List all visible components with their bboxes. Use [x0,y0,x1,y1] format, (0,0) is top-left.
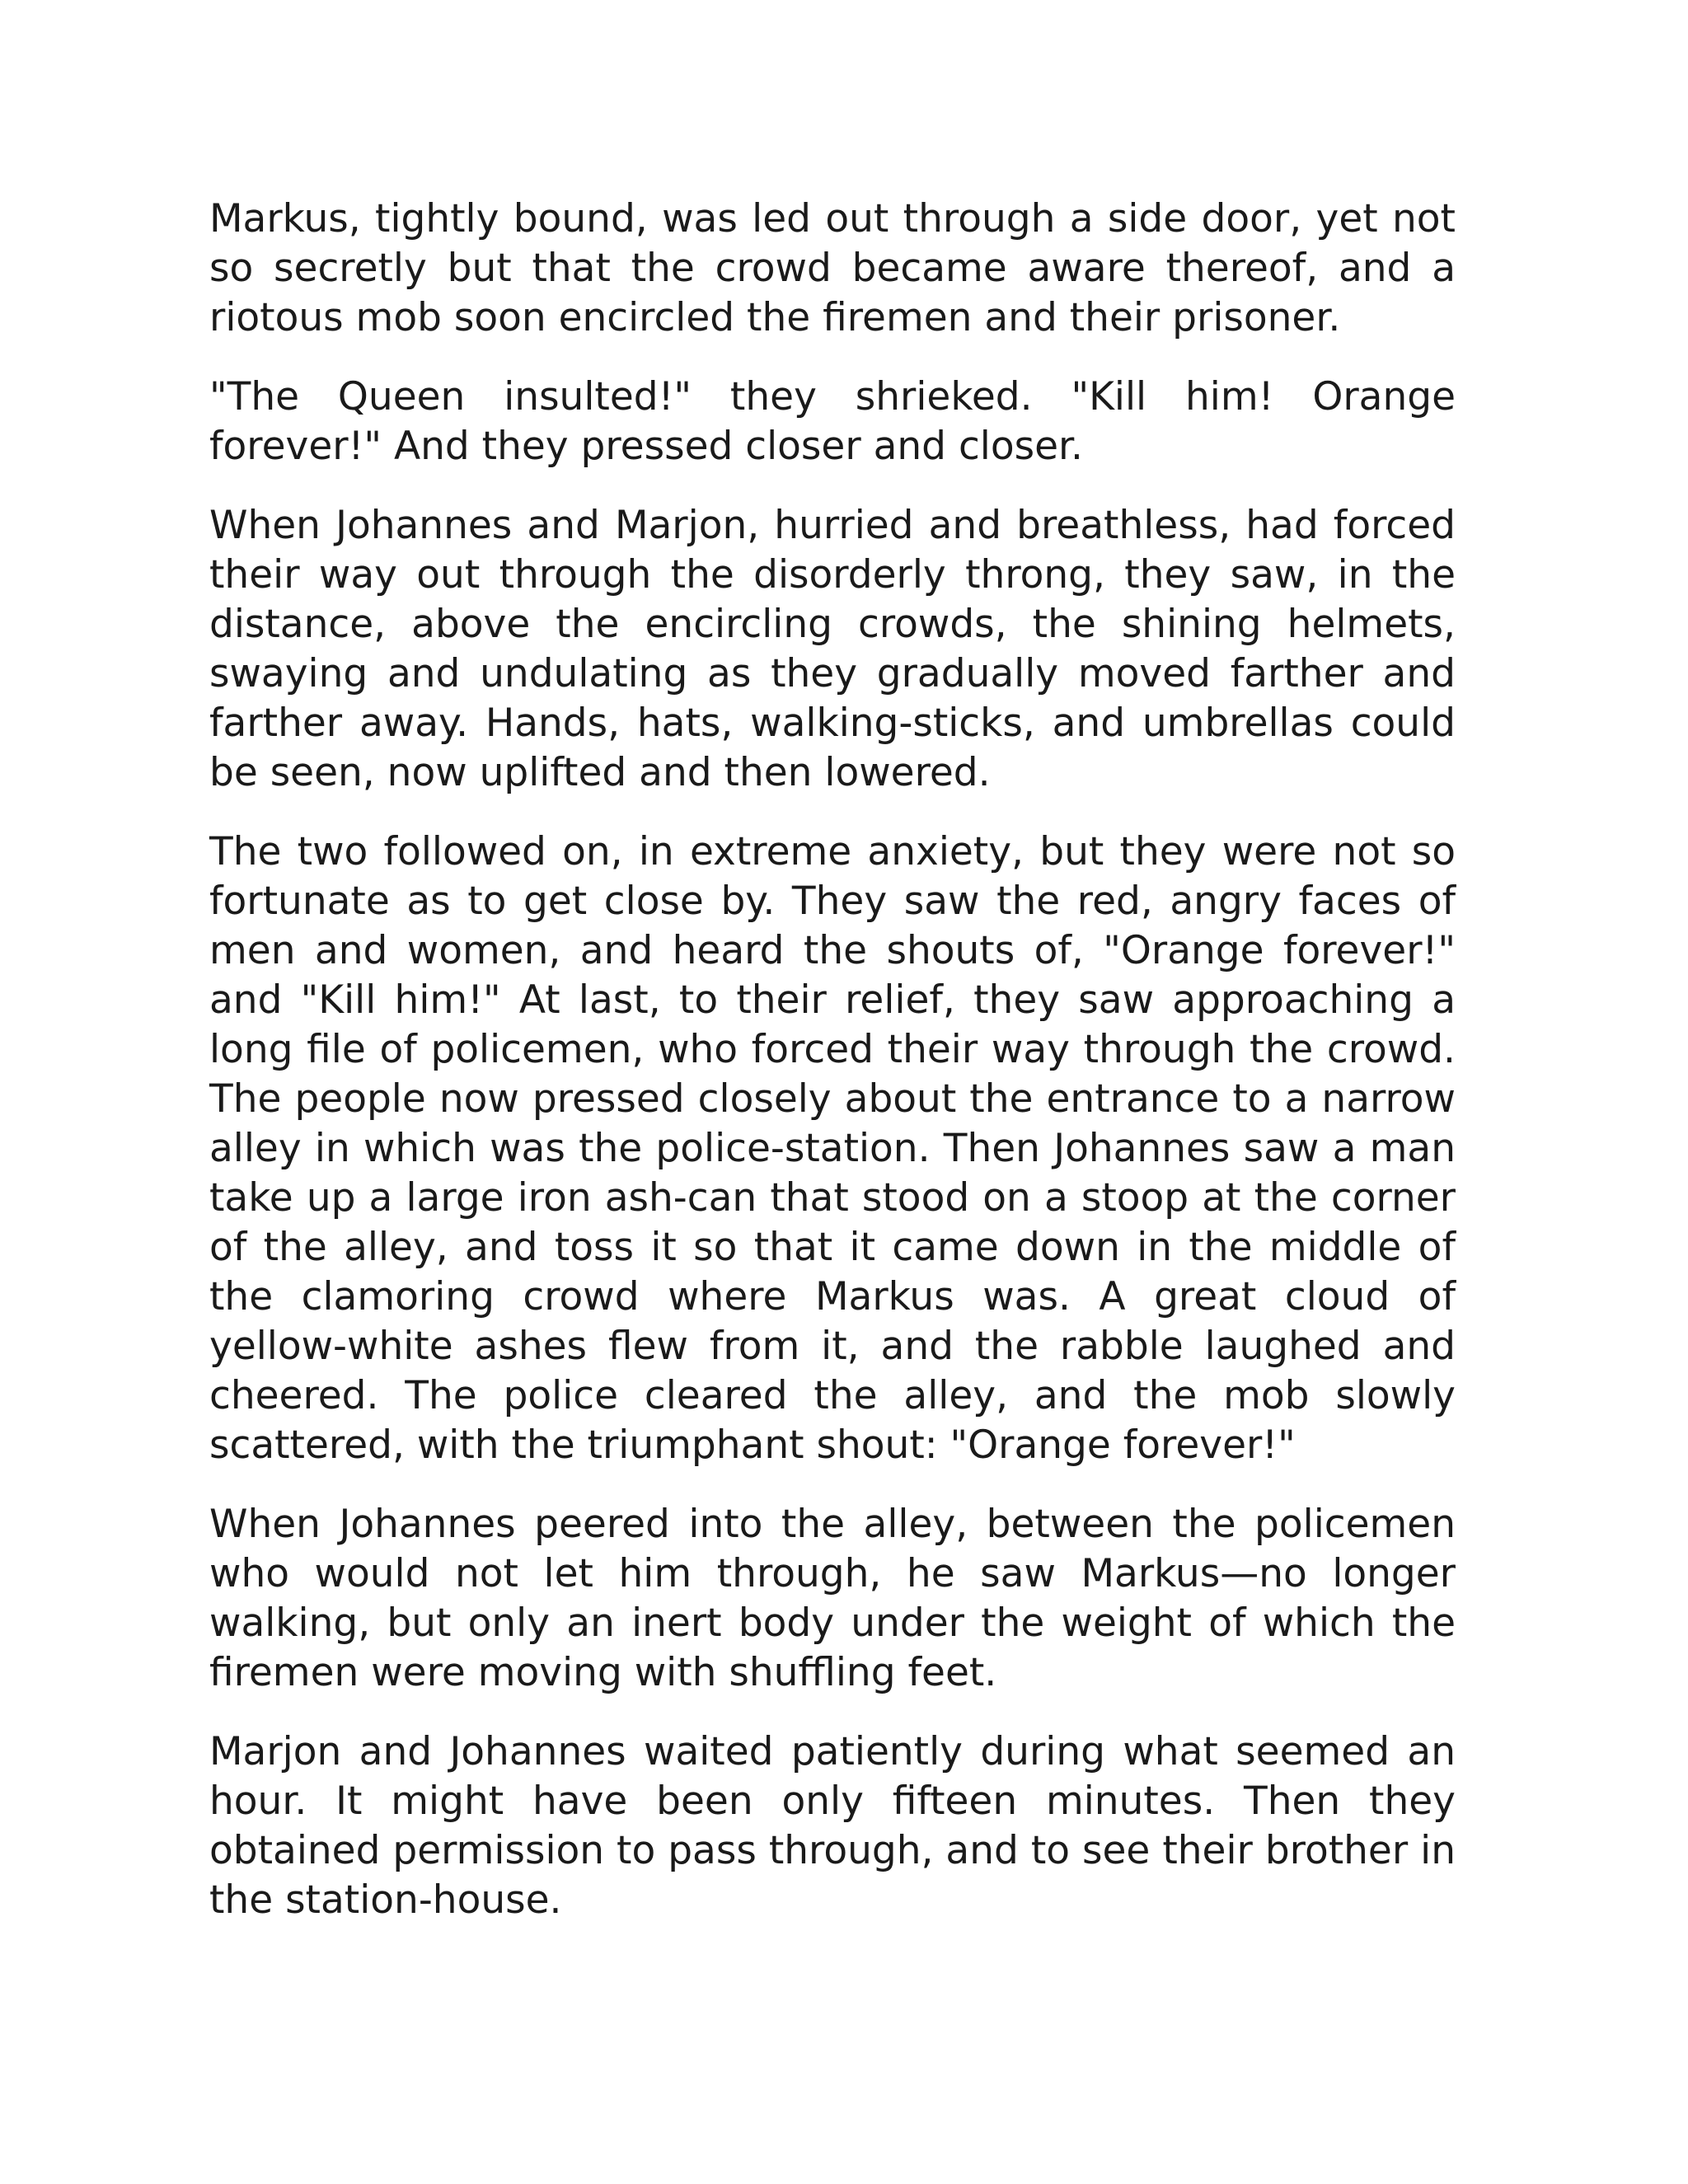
paragraph: Markus, tightly bound, was led out through a side door, yet not so secretly but that the crowd became aware thereof, and a riotous mob soon encircled the firemen and their prisoner. [209,196,1456,340]
paragraph: When Johannes and Marjon, hurried and breathless, had forced their way out through the disorderly throng, they saw, in the distance, above the encircling crowds, the shining helmets, swaying and undulating as they gradually moved farther and farther away. Hands, hats, walking-sticks, and umbrellas could be seen, now uplifted and then lowered. [209,503,1456,795]
paragraph: The two followed on, in extreme anxiety, but they were not so fortunate as to get close by. They saw the red, angry faces of men and women, and heard the shouts of, "Orange forever!" and "Kill him!" At last, to their relief, they saw approaching a long file of policemen, who forced their way through the crowd. The people now pressed closely about the entrance to a narrow alley in which was the police-station. Then Johannes saw a man take up a large iron ash-can that stood on a stoop at the corner of the alley, and toss it so that it came down in the middle of the clamoring crowd where Markus was. A great cloud of yellow-white ashes flew from it, and the rabble laughed and cheered. The police cleared the alley, and the mob slowly scattered, with the triumphant shout: "Orange forever!" [209,829,1456,1468]
paragraph: Marjon and Johannes waited patiently during what seemed an hour. It might have been only fifteen minutes. Then they obtained permission to pass through, and to see their brother in the station-house. [209,1729,1456,1923]
paragraph: When Johannes peered into the alley, between the policemen who would not let him through, he saw Markus—no longer walking, but only an inert body under the weight of which the firemen were moving with shuffling feet. [209,1502,1456,1695]
paragraph: "The Queen insulted!" they shrieked. "Kill him! Orange forever!" And they pressed closer and closer. [209,374,1456,469]
body-text [209,194,1456,1955]
